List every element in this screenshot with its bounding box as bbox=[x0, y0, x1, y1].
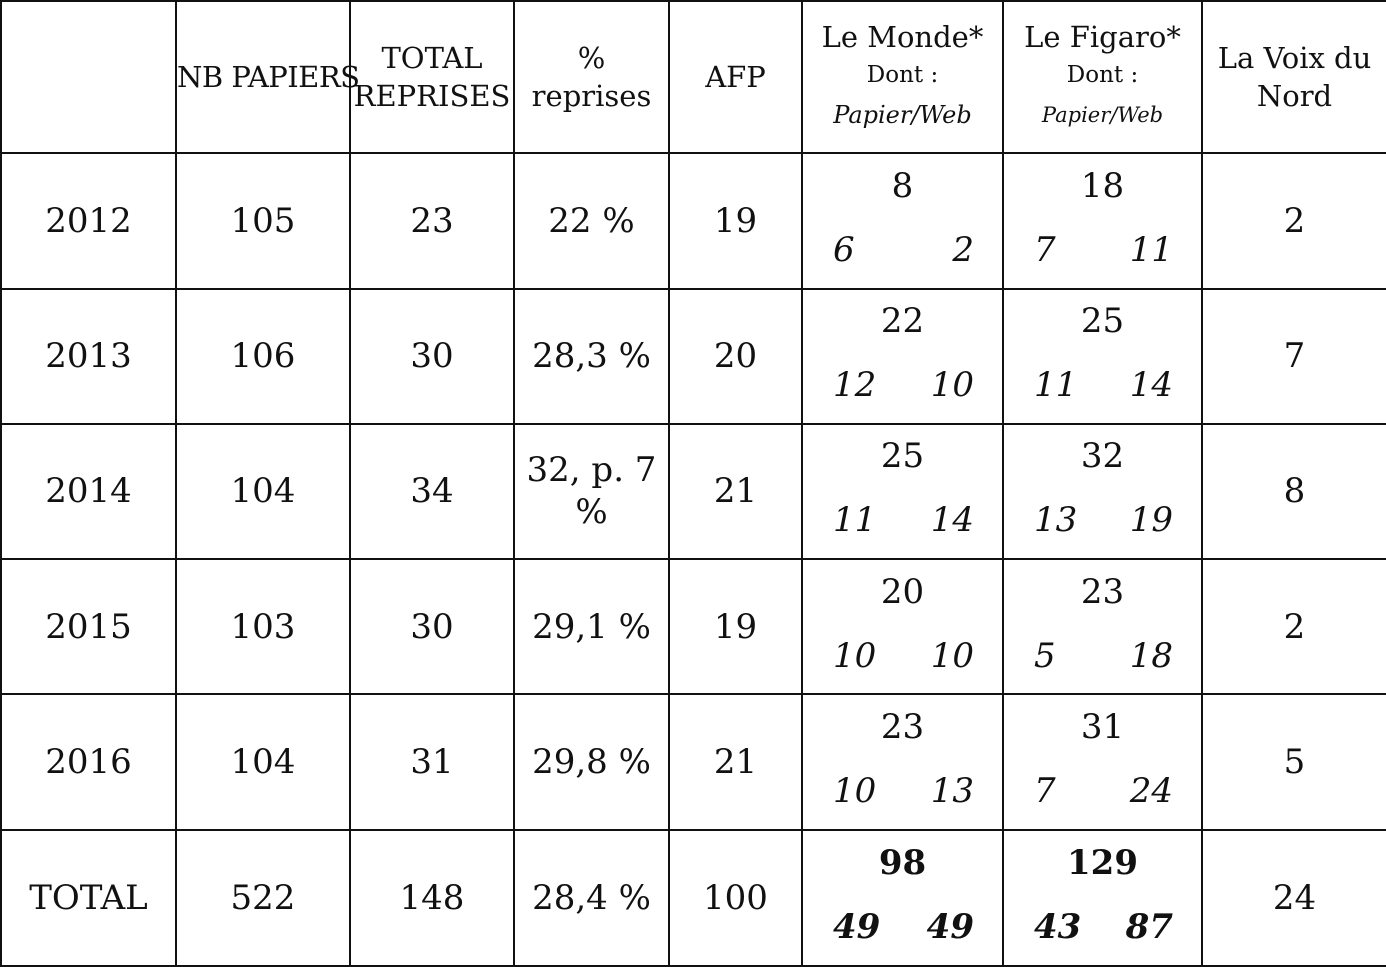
total-afp-cell: 100 bbox=[669, 830, 802, 966]
header-pct-line2: reprises bbox=[531, 79, 652, 114]
year-cell: 2012 bbox=[1, 153, 176, 288]
le-monde-papier: 10 bbox=[833, 771, 877, 811]
le-monde-split bbox=[803, 636, 1002, 676]
pct-reprises-cell: 28,3 % bbox=[514, 289, 669, 424]
nb-papiers-cell: 103 bbox=[176, 559, 350, 694]
year-cell: 2016 bbox=[1, 694, 176, 829]
le-monde-total: 8 bbox=[891, 165, 914, 206]
le-monde-web: 2 bbox=[952, 229, 974, 270]
le-figaro-cell bbox=[1003, 424, 1202, 559]
le-figaro-total: 31 bbox=[1080, 707, 1125, 747]
header-pct-reprises bbox=[514, 1, 669, 153]
le-figaro-cell bbox=[1003, 289, 1202, 424]
table-row bbox=[1, 559, 1386, 694]
le-figaro-papier: 7 bbox=[1034, 229, 1056, 270]
nb-papiers-cell: 104 bbox=[176, 424, 350, 559]
nb-papiers-cell: 105 bbox=[176, 153, 350, 288]
header-voix-du-nord bbox=[1202, 1, 1386, 153]
le-figaro-cell bbox=[1003, 694, 1202, 829]
total-le-monde-split bbox=[803, 907, 1002, 947]
le-figaro-split bbox=[1004, 636, 1201, 676]
table-row bbox=[1, 153, 1386, 288]
total-reprises-cell: 30 bbox=[350, 559, 514, 694]
pct-reprises-cell bbox=[514, 424, 669, 559]
voix-du-nord-cell: 2 bbox=[1202, 153, 1386, 288]
le-monde-split bbox=[803, 365, 1002, 405]
header-le-figaro bbox=[1003, 1, 1202, 153]
le-figaro-web: 14 bbox=[1129, 365, 1173, 406]
voix-du-nord-cell: 8 bbox=[1202, 424, 1386, 559]
total-le-figaro-split bbox=[1004, 907, 1201, 947]
header-le-monde-dont: Dont : bbox=[866, 62, 939, 89]
header-le-figaro-split: Papier/Web bbox=[1041, 103, 1164, 128]
le-monde-web: 10 bbox=[930, 635, 974, 676]
le-monde-web: 10 bbox=[930, 365, 974, 406]
total-nb-papiers-cell: 522 bbox=[176, 830, 350, 966]
header-nb-papiers: NB PAPIERS bbox=[176, 1, 350, 153]
le-monde-cell bbox=[802, 694, 1003, 829]
total-reprises-cell: 148 bbox=[350, 830, 514, 966]
le-monde-total: 23 bbox=[880, 707, 925, 747]
le-monde-papier: 6 bbox=[833, 229, 855, 270]
total-reprises-cell: 34 bbox=[350, 424, 514, 559]
total-le-figaro-papier: 43 bbox=[1034, 906, 1082, 947]
table-row bbox=[1, 424, 1386, 559]
le-monde-papier: 11 bbox=[833, 500, 877, 541]
header-pct-line1: % bbox=[577, 41, 606, 76]
pct-reprises-cell: 22 % bbox=[514, 153, 669, 288]
pct-line2: % bbox=[575, 492, 608, 533]
header-empty-cell bbox=[1, 1, 176, 153]
header-total-reprises-line1: TOTAL bbox=[381, 41, 483, 76]
le-monde-split bbox=[803, 230, 1002, 270]
afp-cell: 19 bbox=[669, 559, 802, 694]
le-monde-split bbox=[803, 500, 1002, 540]
le-figaro-web: 19 bbox=[1129, 500, 1173, 541]
total-voix-du-nord-cell: 24 bbox=[1202, 830, 1386, 966]
total-le-monde-web: 49 bbox=[926, 906, 974, 947]
le-monde-cell bbox=[802, 559, 1003, 694]
total-pct-cell: 28,4 % bbox=[514, 830, 669, 966]
nb-papiers-cell: 106 bbox=[176, 289, 350, 424]
le-figaro-web: 24 bbox=[1129, 771, 1173, 811]
year-cell: 2014 bbox=[1, 424, 176, 559]
le-figaro-total: 18 bbox=[1080, 165, 1125, 206]
le-figaro-split bbox=[1004, 500, 1201, 540]
le-monde-papier: 10 bbox=[833, 635, 877, 676]
header-le-monde-split: Papier/Web bbox=[833, 101, 972, 130]
voix-du-nord-cell: 5 bbox=[1202, 694, 1386, 829]
total-le-figaro-web: 87 bbox=[1125, 906, 1173, 947]
afp-cell: 20 bbox=[669, 289, 802, 424]
le-figaro-total: 32 bbox=[1080, 436, 1125, 477]
le-monde-split bbox=[803, 771, 1002, 811]
total-reprises-cell: 23 bbox=[350, 153, 514, 288]
le-monde-total: 25 bbox=[880, 436, 925, 477]
le-figaro-total: 23 bbox=[1080, 571, 1125, 612]
total-label-cell: TOTAL bbox=[1, 830, 176, 966]
le-figaro-papier: 13 bbox=[1034, 500, 1078, 541]
header-le-monde-title: Le Monde* bbox=[821, 20, 984, 55]
total-le-figaro-cell bbox=[1003, 830, 1202, 966]
header-le-figaro-title: Le Figaro* bbox=[1024, 20, 1181, 55]
le-figaro-web: 18 bbox=[1129, 635, 1173, 676]
le-monde-total: 22 bbox=[880, 301, 925, 342]
le-figaro-papier: 11 bbox=[1034, 365, 1078, 406]
year-cell: 2015 bbox=[1, 559, 176, 694]
le-figaro-papier: 5 bbox=[1034, 635, 1056, 676]
header-voix-line1: La Voix du bbox=[1217, 41, 1372, 76]
le-monde-papier: 12 bbox=[833, 365, 877, 406]
le-figaro-web: 11 bbox=[1129, 229, 1173, 270]
header-afp: AFP bbox=[669, 1, 802, 153]
total-row bbox=[1, 830, 1386, 966]
nb-papiers-cell: 104 bbox=[176, 694, 350, 829]
pct-reprises-cell: 29,1 % bbox=[514, 559, 669, 694]
le-monde-web: 13 bbox=[930, 771, 974, 811]
table-row bbox=[1, 289, 1386, 424]
le-figaro-cell bbox=[1003, 559, 1202, 694]
total-le-monde-total: 98 bbox=[878, 842, 927, 883]
le-monde-cell bbox=[802, 424, 1003, 559]
total-le-monde-cell bbox=[802, 830, 1003, 966]
voix-du-nord-cell: 2 bbox=[1202, 559, 1386, 694]
le-figaro-split bbox=[1004, 771, 1201, 811]
total-le-figaro-total: 129 bbox=[1067, 842, 1138, 883]
header-row bbox=[1, 1, 1386, 153]
le-monde-total: 20 bbox=[880, 571, 925, 612]
afp-cell: 19 bbox=[669, 153, 802, 288]
header-total-reprises-line2: REPRISES bbox=[353, 79, 511, 114]
pct-reprises-cell: 29,8 % bbox=[514, 694, 669, 829]
le-monde-web: 14 bbox=[930, 500, 974, 541]
le-monde-cell bbox=[802, 153, 1003, 288]
le-figaro-total: 25 bbox=[1080, 301, 1125, 342]
header-le-monde bbox=[802, 1, 1003, 153]
voix-du-nord-cell: 7 bbox=[1202, 289, 1386, 424]
total-le-monde-papier: 49 bbox=[833, 906, 881, 947]
afp-cell: 21 bbox=[669, 424, 802, 559]
header-voix-line2: Nord bbox=[1256, 79, 1333, 114]
year-cell: 2013 bbox=[1, 289, 176, 424]
header-total-reprises bbox=[350, 1, 514, 153]
le-figaro-cell bbox=[1003, 153, 1202, 288]
le-figaro-split bbox=[1004, 230, 1201, 270]
le-figaro-split bbox=[1004, 365, 1201, 405]
header-le-figaro-dont: Dont : bbox=[1066, 62, 1139, 89]
total-reprises-cell: 30 bbox=[350, 289, 514, 424]
afp-cell: 21 bbox=[669, 694, 802, 829]
total-reprises-cell: 31 bbox=[350, 694, 514, 829]
table-row bbox=[1, 694, 1386, 829]
pct-line1: 32, p. 7 bbox=[526, 450, 657, 491]
le-monde-cell bbox=[802, 289, 1003, 424]
le-figaro-papier: 7 bbox=[1034, 771, 1056, 811]
